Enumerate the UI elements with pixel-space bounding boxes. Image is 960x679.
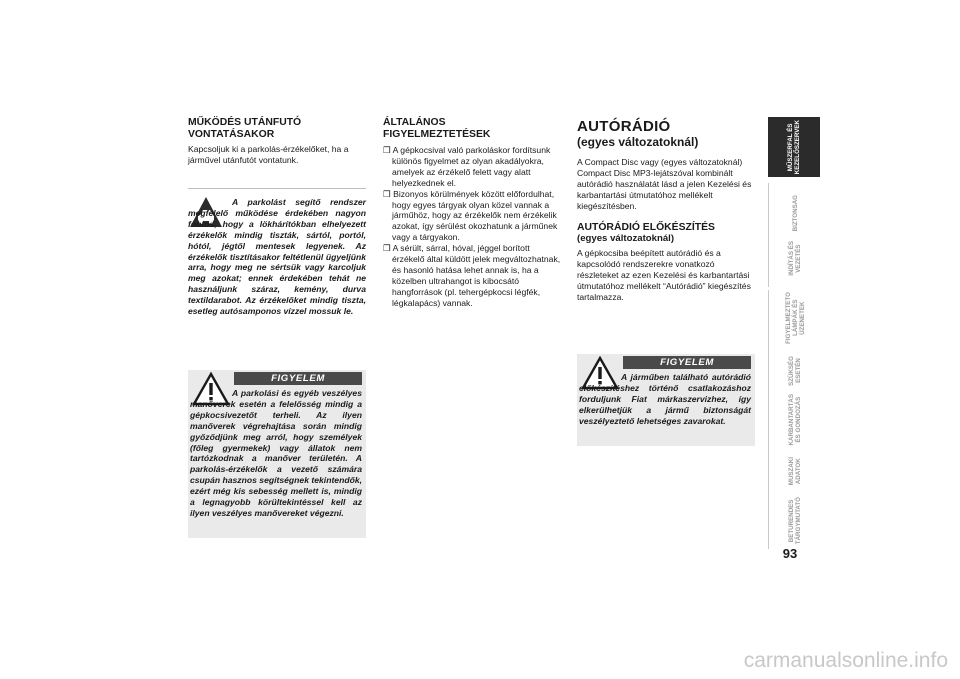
column-3 [577, 118, 755, 303]
heading-general-warnings: ÁLTALÁNOS FIGYELMEZTETÉSEK [383, 117, 491, 140]
trailer-body: Kapcsoljuk ki a parkolás-érzékelőket, ha a járművel utánfutót vontatunk. [188, 144, 349, 165]
radio-body: A Compact Disc vagy (egyes változatoknál) Compact Disc MP3-lejátszóval kombinált autórádió használatát lásd a jelen Kezelési és karbantartási útmutatóhoz mellékelt kiegészítésben. [577, 157, 752, 211]
bullet-item: ❒ A sérült, sárral, hóval, jéggel borított érzékelő által küldött jelek megváltozhatnak, és hasonló hatása lehet annak is, ha a közelben ultrahangot is kibocsátó hangforrások (pl. tehergépkocsi légfék, légkalapács) vannak. [383, 243, 561, 308]
warning-box-2 [577, 354, 755, 446]
tab-index[interactable]: BETŰRENDES TÁRGYMUTATÓ [768, 493, 821, 549]
column-1 [188, 117, 366, 166]
bullet-icon: ❒ [383, 145, 391, 155]
tab-technical-data[interactable]: MŰSZAKI ADATOK [768, 445, 821, 497]
bullet-item: ❒ Bizonyos körülmények között előfordulhat, hogy egyes tárgyak olyan közel vannak a járműhöz, hogy az érzékelők nem érzékelik azokat, így sérülést okozhatunk a járműnek vagy a tárgyakon. [383, 188, 558, 243]
warning-text-2: A járműben található autórádió előkészítéshez történő csatlakozáshoz forduljunk Fiat márkaszervizhez, így elkerülhetjük a jármű biztonságát veszélyeztető lehetséges zavarokat. [579, 372, 751, 426]
radio-prep-sub: (egyes változatoknál) [577, 232, 675, 244]
radio-prep-body: A gépkocsiba beépített autórádió és a kapcsolódó rendszerekre vonatkozó részleteket az ezen Kezelési és karbantartási útmutatóhoz mellékelt “Autórádió” kiegészítés tartalmazza. [577, 248, 751, 303]
bullet-item: ❒ A gépkocsival való parkoláskor fordítsunk különös figyelmet az olyan akadályokra, amelyek az érzékelő felett vagy alatt helyezkednek el. [383, 145, 551, 188]
tab-safety[interactable]: BIZTONSÁG [768, 183, 821, 243]
heading-trailer: MŰKÖDÉS UTÁNFUTÓ VONTATÁSAKOR [188, 117, 302, 140]
bullet-icon: ❒ [383, 188, 391, 199]
note-box [188, 188, 366, 349]
tab-starting-driving[interactable]: INDÍTÁS ÉS VEZETÉS [768, 229, 821, 287]
footer-watermark: carmanualsonline.info [743, 649, 948, 672]
section-title-radio: AUTÓRÁDIÓ [577, 118, 671, 135]
warning-text-1: A parkolási és egyéb veszélyes manőverek esetén a felelősség mindig a gépkocsivezetőt terheli. Az ilyen manőverek végrehajtása során mindig győződjünk meg arról, hogy személyek (főleg gyermekek) vagy állatok nem tartózkodnak a manőver területén. A parkolás-érzékelők a vezető számára csupán hasznos segítségnek tekintendők, ezért még kis sebesség mellett is, mindig a legnagyobb körültekintéssel kell az ilyen veszélyes manővereket végezni. [190, 388, 362, 518]
column-2 [383, 117, 561, 309]
tab-maintenance[interactable]: KARBANTARTÁS ÉS GONDOZÁS [768, 390, 821, 450]
warning-label-2: FIGYELEM [623, 356, 751, 369]
tab-emergency[interactable]: SZÜKSÉG ESETÉN [768, 345, 821, 397]
tab-warning-lights[interactable]: FIGYELMEZTETŐ LÁMPÁK ÉS ÜZENETEK [768, 290, 821, 346]
tab-dashboard[interactable]: MŰSZERFAL ÉS KEZELŐSZERVEK [768, 117, 820, 177]
bullet-icon: ❒ [383, 243, 391, 254]
warning-box-1 [188, 370, 366, 538]
warning-label-1: FIGYELEM [234, 372, 362, 385]
section-subtitle-radio: (egyes változatoknál) [577, 135, 699, 149]
sensor-note-text: A parkolást segítő rendszer megfelelő működése érdekében nagyon fontos, hogy a lökhárítókban elhelyezett érzékelők mindig tiszták, sártól, portól, hótól, jégtől mentesek legyenek. Az érzékelők tisztításakor feltétlenül ügyeljünk arra, hogy meg ne sértsük vagy karcoljuk meg azokat; ennek érdekében tehát ne használjunk száraz, kemény, durva textildarabot. Az érzékelőket mindig tiszta, esetleg autósamponos vízzel mossuk le. [188, 197, 366, 317]
heading-radio-prep: AUTÓRÁDIÓ ELŐKÉSZÍTÉS [577, 221, 715, 233]
page-number: 93 [782, 546, 798, 561]
